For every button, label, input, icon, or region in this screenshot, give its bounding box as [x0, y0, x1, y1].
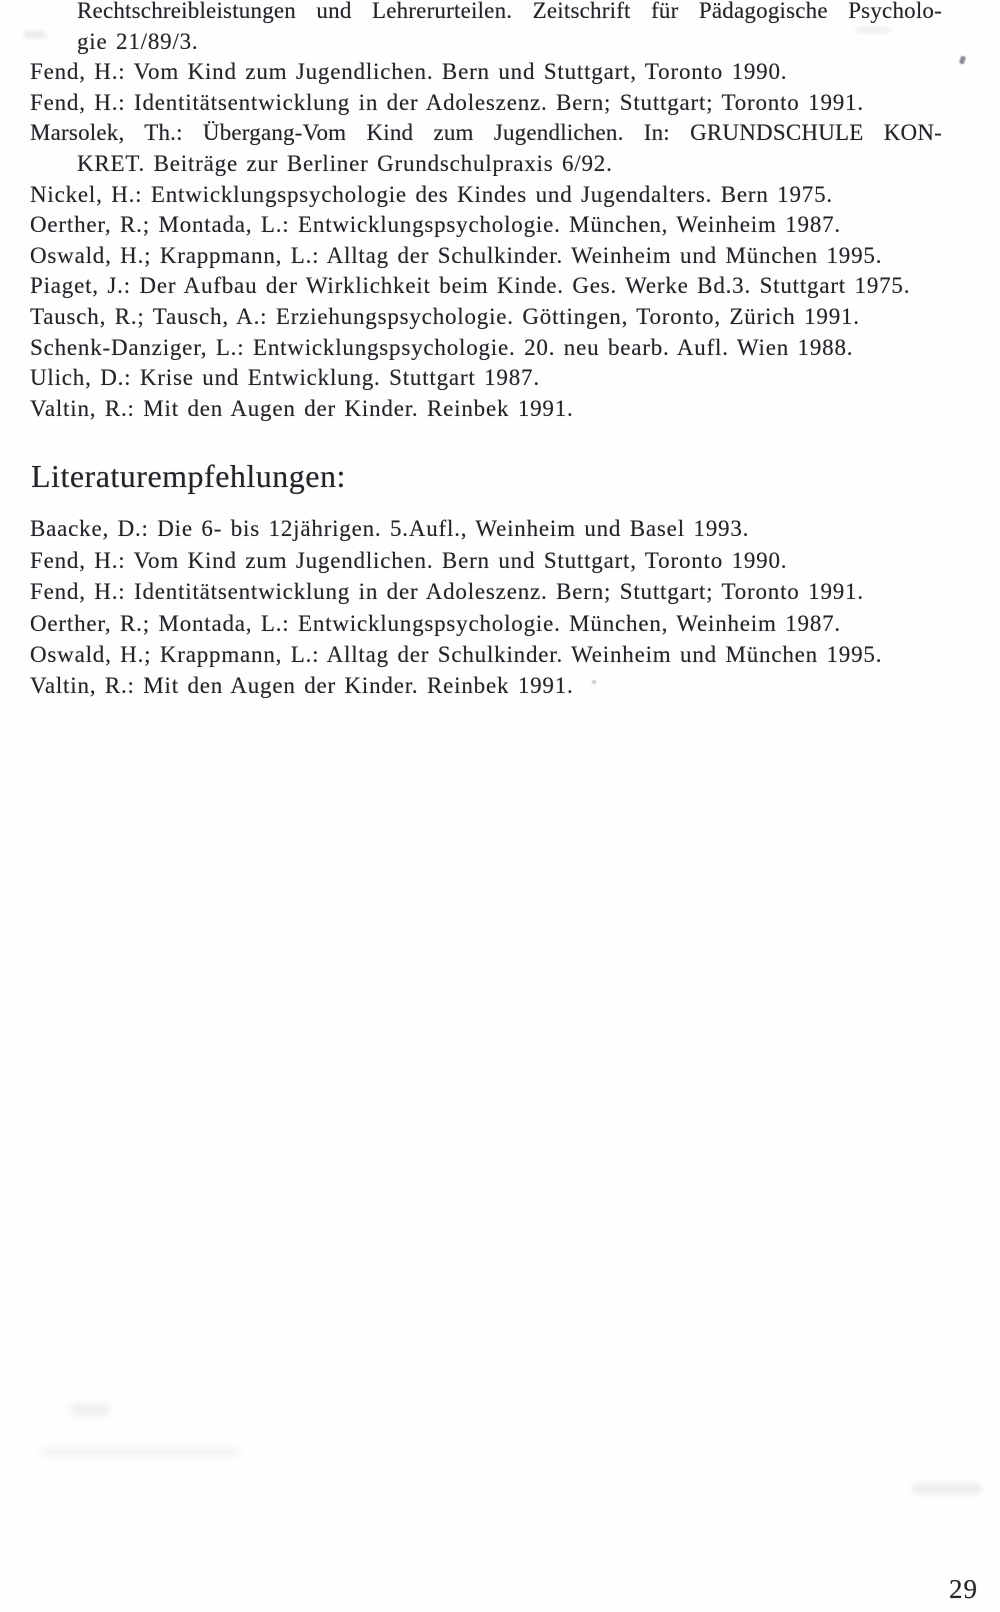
bibliography-entry-line: Marsolek, Th.: Übergang-Vom Kind zum Jugendlichen. In: GRUNDSCHULE KON-: [30, 120, 942, 146]
bibliography-entry-line: Valtin, R.: Mit den Augen der Kinder. Reinbek 1991.: [30, 395, 574, 421]
bibliography-entry-line: Rechtschreibleistungen und Lehrerurteilen. Zeitschrift für Pädagogische Psycholo-: [77, 0, 942, 23]
recommendations-list: [30, 513, 942, 701]
page-number: 29: [949, 1574, 978, 1604]
bibliography-entry-line: Tausch, R.; Tausch, A.: Erziehungspsychologie. Göttingen, Toronto, Zürich 1991.: [30, 303, 860, 329]
scan-artifact-smudge: [70, 1403, 110, 1417]
bibliography-continued: [30, 0, 942, 424]
recommendation-entry-line: Fend, H.: Identitätsentwicklung in der Adoleszenz. Bern; Stuttgart; Toronto 1991.: [30, 579, 864, 605]
scan-artifact-smudge: [912, 1483, 982, 1494]
bibliography-entry-line: Fend, H.: Vom Kind zum Jugendlichen. Bern und Stuttgart, Toronto 1990.: [30, 59, 788, 85]
bibliography-entry-line: Oswald, H.; Krappmann, L.: Alltag der Schulkinder. Weinheim und München 1995.: [30, 242, 883, 268]
bibliography-entry-line: Schenk-Danziger, L.: Entwicklungspsychologie. 20. neu bearb. Aufl. Wien 1988.: [30, 334, 854, 360]
section-heading-literaturempfehlungen: Literaturempfehlungen:: [31, 458, 346, 495]
recommendation-entry-line: Oswald, H.; Krappmann, L.: Alltag der Schulkinder. Weinheim und München 1995.: [30, 641, 883, 667]
bibliography-entry-line: KRET. Beiträge zur Berliner Grundschulpraxis 6/92.: [77, 150, 613, 176]
page-content: [30, 0, 942, 702]
bibliography-entry-line: Fend, H.: Identitätsentwicklung in der Adoleszenz. Bern; Stuttgart; Toronto 1991.: [30, 89, 864, 115]
recommendation-entry-line: Fend, H.: Vom Kind zum Jugendlichen. Bern und Stuttgart, Toronto 1990.: [30, 547, 788, 573]
bibliography-entry-line: gie 21/89/3.: [77, 28, 199, 54]
bibliography-entry-line: Oerther, R.; Montada, L.: Entwicklungspsychologie. München, Weinheim 1987.: [30, 212, 841, 238]
scan-artifact-smudge: [40, 1448, 240, 1456]
recommendation-entry-line: Baacke, D.: Die 6- bis 12jährigen. 5.Aufl., Weinheim und Basel 1993.: [30, 516, 750, 542]
bibliography-entry-line: Piaget, J.: Der Aufbau der Wirklichkeit beim Kinde. Ges. Werke Bd.3. Stuttgart 1975.: [30, 273, 911, 299]
scan-artifact-speck: [959, 55, 966, 64]
bibliography-entry-line: Ulich, D.: Krise und Entwicklung. Stuttgart 1987.: [30, 365, 540, 391]
recommendation-entry-line: Oerther, R.; Montada, L.: Entwicklungspsychologie. München, Weinheim 1987.: [30, 610, 841, 636]
recommendation-entry-line: Valtin, R.: Mit den Augen der Kinder. Reinbek 1991.: [30, 673, 574, 699]
bibliography-entry-line: Nickel, H.: Entwicklungspsychologie des Kindes und Jugendalters. Bern 1975.: [30, 181, 833, 207]
